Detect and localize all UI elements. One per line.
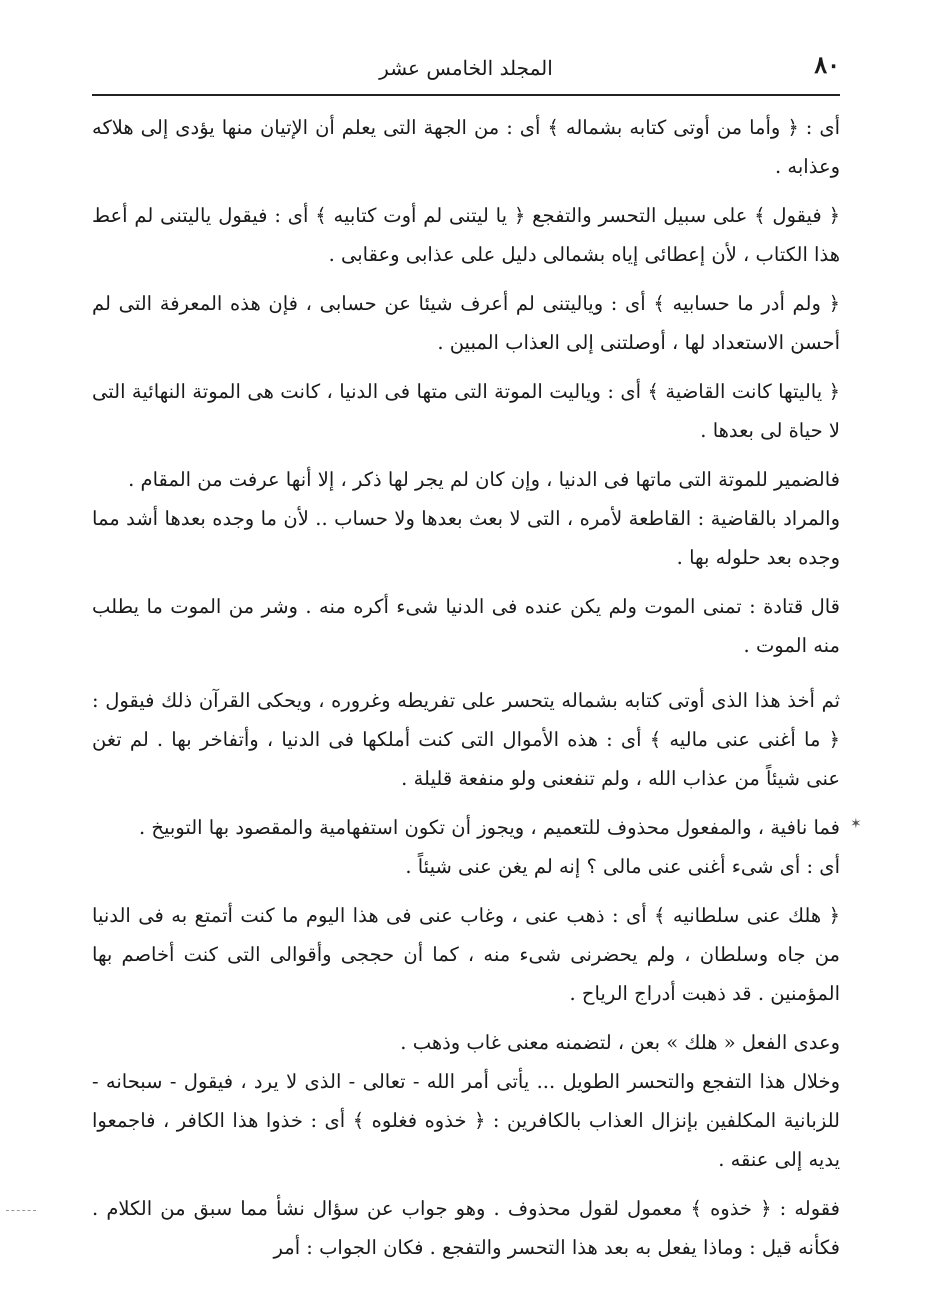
paragraph: والمراد بالقاضية : القاطعة لأمره ، التى لا بعث بعدها ولا حساب .. لأن ما وجده بعدها أشد مما وجده بعد حلوله بها . [92, 507, 840, 569]
paragraph: فما نافية ، والمفعول محذوف للتعميم ، ويجوز أن تكون استفهامية والمقصود بها التوبيخ . [138, 816, 840, 839]
scan-edge-mark [6, 1210, 36, 1213]
paragraph: فالضمير للموتة التى ماتها فى الدنيا ، وإن كان لم يجر لها ذكر ، إلا أنها عرفت من المقام . [128, 468, 840, 491]
page-body [92, 108, 840, 1267]
page-number: ٨٠ [814, 50, 840, 79]
paragraph: ﴿ ولم أدر ما حسابيه ﴾ أى : وياليتنى لم أعرف شيئا عن حسابى ، فإن هذه المعرفة التى لم أحسن الاستعداد لها ، أوصلتنى إلى العذاب المبين . [92, 292, 840, 354]
page-header [92, 50, 840, 90]
running-title: المجلد الخامس عشر [379, 56, 553, 80]
margin-mark-icon: ✶ [850, 816, 862, 832]
paragraph: فقوله : ﴿ خذوه ﴾ معمول لقول محذوف . وهو جواب عن سؤال نشأ مما سبق من الكلام . فكأنه قيل : وماذا يفعل به بعد هذا التحسر والتفجع . فكان الجواب : أمر [92, 1197, 840, 1259]
header-rule [92, 94, 840, 96]
paragraph: ﴿ ياليتها كانت القاضية ﴾ أى : وياليت الموتة التى متها فى الدنيا ، كانت هى الموتة النهائية التى لا حياة لى بعدها . [92, 380, 840, 442]
paragraph: قال قتادة : تمنى الموت ولم يكن عنده فى الدنيا شىء أكره منه . وشر من الموت ما يطلب منه الموت . [92, 595, 840, 657]
paragraph: وعدى الفعل « هلك » بعن ، لتضمنه معنى غاب وذهب . [400, 1031, 840, 1054]
paragraph: أى : أى شىء أغنى عنى مالى ؟ إنه لم يغن عنى شيئاً . [405, 855, 840, 878]
paragraph: وخلال هذا التفجع والتحسر الطويل ... يأتى أمر الله - تعالى - الذى لا يرد ، فيقول - سبحانه - للزبانية المكلفين بإنزال العذاب بالكافرين : ﴿ خذوه فغلوه ﴾ أى : خذوا هذا الكافر ، فاجمعوا يديه إلى عنقه . [92, 1070, 840, 1171]
paragraph: ﴿ هلك عنى سلطانيه ﴾ أى : ذهب عنى ، وغاب عنى فى هذا اليوم ما كنت أتمتع به فى الدنيا من جاه وسلطان ، ولم يحضرنى شىء منه ، كما أن حججى وأقوالى التى كنت أخاصم بها المؤمنين . قد ذهبت أدراج الرياح . [92, 904, 840, 1005]
paragraph: ثم أخذ هذا الذى أوتى كتابه بشماله يتحسر على تفريطه وغروره ، ويحكى القرآن ذلك فيقول : ﴿ ما أغنى عنى ماليه ﴾ أى : هذه الأموال التى كنت أملكها فى الدنيا ، وأتفاخر بها . لم تغن عنى شيئاً من عذاب الله ، ولم تنفعنى ولو منفعة قليلة . [92, 689, 840, 790]
paragraph: ﴿ فيقول ﴾ على سبيل التحسر والتفجع ﴿ يا ليتنى لم أوت كتابيه ﴾ أى : فيقول ياليتنى لم أعط هذا الكتاب ، لأن إعطائى إياه بشمالى دليل على عذابى وعقابى . [92, 204, 840, 266]
paragraph: أى : ﴿ وأما من أوتى كتابه بشماله ﴾ أى : من الجهة التى يعلم أن الإتيان منها يؤدى إلى هلاكه وعذابه . [92, 116, 840, 178]
